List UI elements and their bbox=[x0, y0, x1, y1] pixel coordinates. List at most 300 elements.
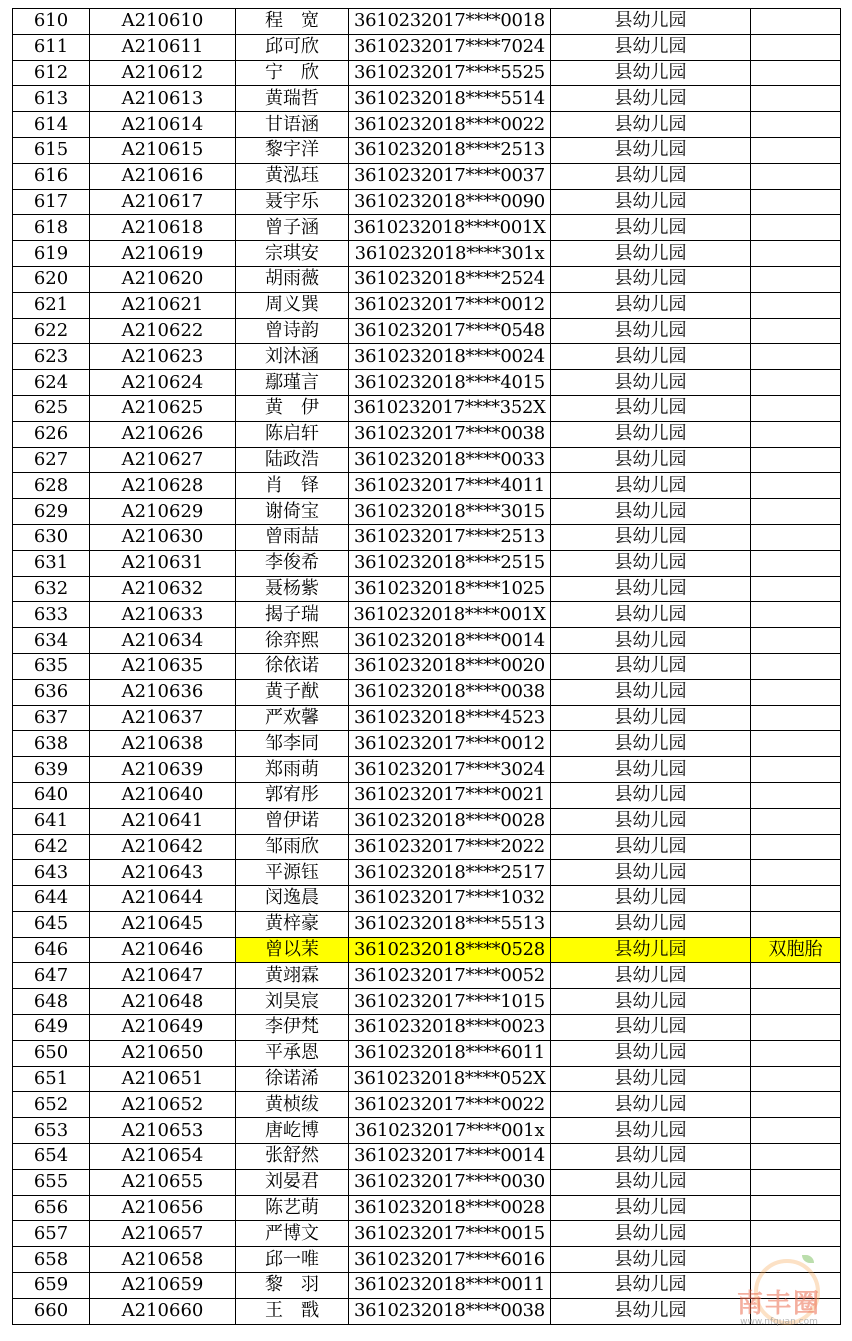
cell-number: 633 bbox=[13, 602, 90, 628]
cell-id-number: 3610232018****0011 bbox=[349, 1273, 551, 1299]
cell-number: 643 bbox=[13, 860, 90, 886]
cell-code: A210634 bbox=[90, 628, 236, 654]
cell-name: 郑雨萌 bbox=[236, 757, 349, 783]
table-row bbox=[13, 731, 841, 757]
cell-name: 黄泓珏 bbox=[236, 163, 349, 189]
table-row bbox=[13, 370, 841, 396]
cell-school: 县幼儿园 bbox=[551, 860, 751, 886]
cell-number: 614 bbox=[13, 112, 90, 138]
cell-school: 县幼儿园 bbox=[551, 163, 751, 189]
cell-number: 640 bbox=[13, 782, 90, 808]
cell-name: 王 戬 bbox=[236, 1298, 349, 1324]
cell-id-number: 3610232018****0033 bbox=[349, 447, 551, 473]
cell-id-number: 3610232017****0018 bbox=[349, 9, 551, 35]
cell-id-number: 3610232018****2524 bbox=[349, 266, 551, 292]
cell-code: A210648 bbox=[90, 989, 236, 1015]
cell-school: 县幼儿园 bbox=[551, 318, 751, 344]
cell-name: 黄 伊 bbox=[236, 395, 349, 421]
cell-code: A210650 bbox=[90, 1040, 236, 1066]
cell-code: A210612 bbox=[90, 60, 236, 86]
table-row bbox=[13, 318, 841, 344]
cell-school: 县幼儿园 bbox=[551, 808, 751, 834]
cell-name: 谢倚宝 bbox=[236, 499, 349, 525]
cell-note bbox=[751, 1040, 841, 1066]
cell-name: 曾诗韵 bbox=[236, 318, 349, 344]
table-row bbox=[13, 1092, 841, 1118]
cell-code: A210644 bbox=[90, 886, 236, 912]
table-row bbox=[13, 189, 841, 215]
cell-note bbox=[751, 731, 841, 757]
table-row bbox=[13, 989, 841, 1015]
cell-code: A210632 bbox=[90, 576, 236, 602]
cell-name: 曾子涵 bbox=[236, 215, 349, 241]
cell-note bbox=[751, 989, 841, 1015]
cell-id-number: 3610232017****2513 bbox=[349, 524, 551, 550]
cell-number: 615 bbox=[13, 137, 90, 163]
cell-code: A210628 bbox=[90, 473, 236, 499]
cell-number: 622 bbox=[13, 318, 90, 344]
cell-name: 刘沐涵 bbox=[236, 344, 349, 370]
cell-id-number: 3610232018****301x bbox=[349, 241, 551, 267]
cell-school: 县幼儿园 bbox=[551, 292, 751, 318]
table-row bbox=[13, 602, 841, 628]
cell-id-number: 3610232017****352X bbox=[349, 395, 551, 421]
table-row bbox=[13, 1221, 841, 1247]
cell-note bbox=[751, 137, 841, 163]
cell-school: 县幼儿园 bbox=[551, 137, 751, 163]
cell-note bbox=[751, 1221, 841, 1247]
cell-name: 徐依诺 bbox=[236, 653, 349, 679]
cell-code: A210642 bbox=[90, 834, 236, 860]
cell-id-number: 3610232018****2515 bbox=[349, 550, 551, 576]
cell-name: 唐屹博 bbox=[236, 1118, 349, 1144]
table-row bbox=[13, 757, 841, 783]
cell-code: A210631 bbox=[90, 550, 236, 576]
cell-id-number: 3610232017****0014 bbox=[349, 1144, 551, 1170]
cell-name: 徐弈熙 bbox=[236, 628, 349, 654]
cell-id-number: 3610232017****5525 bbox=[349, 60, 551, 86]
cell-code: A210619 bbox=[90, 241, 236, 267]
cell-code: A210622 bbox=[90, 318, 236, 344]
cell-code: A210658 bbox=[90, 1247, 236, 1273]
cell-school: 县幼儿园 bbox=[551, 60, 751, 86]
cell-school: 县幼儿园 bbox=[551, 937, 751, 963]
cell-code: A210625 bbox=[90, 395, 236, 421]
cell-id-number: 3610232018****5513 bbox=[349, 911, 551, 937]
cell-code: A210656 bbox=[90, 1195, 236, 1221]
cell-note bbox=[751, 60, 841, 86]
table-row bbox=[13, 395, 841, 421]
enrollment-table bbox=[12, 8, 841, 1325]
cell-name: 李伊梵 bbox=[236, 1015, 349, 1041]
cell-note bbox=[751, 1195, 841, 1221]
cell-number: 634 bbox=[13, 628, 90, 654]
table-row bbox=[13, 292, 841, 318]
cell-note bbox=[751, 292, 841, 318]
cell-school: 县幼儿园 bbox=[551, 9, 751, 35]
cell-code: A210645 bbox=[90, 911, 236, 937]
cell-note bbox=[751, 550, 841, 576]
cell-school: 县幼儿园 bbox=[551, 705, 751, 731]
cell-school: 县幼儿园 bbox=[551, 1066, 751, 1092]
cell-name: 聂宇乐 bbox=[236, 189, 349, 215]
cell-note bbox=[751, 576, 841, 602]
cell-code: A210655 bbox=[90, 1169, 236, 1195]
cell-school: 县幼儿园 bbox=[551, 499, 751, 525]
cell-note bbox=[751, 318, 841, 344]
cell-school: 县幼儿园 bbox=[551, 602, 751, 628]
cell-note bbox=[751, 653, 841, 679]
cell-note bbox=[751, 705, 841, 731]
cell-name: 黄子猷 bbox=[236, 679, 349, 705]
table-row bbox=[13, 86, 841, 112]
cell-id-number: 3610232017****0052 bbox=[349, 963, 551, 989]
cell-id-number: 3610232018****001X bbox=[349, 602, 551, 628]
cell-school: 县幼儿园 bbox=[551, 886, 751, 912]
cell-school: 县幼儿园 bbox=[551, 757, 751, 783]
cell-school: 县幼儿园 bbox=[551, 1092, 751, 1118]
cell-name: 陈启轩 bbox=[236, 421, 349, 447]
cell-name: 黎宇洋 bbox=[236, 137, 349, 163]
cell-name: 陈艺萌 bbox=[236, 1195, 349, 1221]
cell-code: A210643 bbox=[90, 860, 236, 886]
table-row bbox=[13, 447, 841, 473]
table-row bbox=[13, 628, 841, 654]
cell-school: 县幼儿园 bbox=[551, 215, 751, 241]
watermark-text: 南丰圈 bbox=[736, 1289, 821, 1319]
cell-code: A210636 bbox=[90, 679, 236, 705]
cell-number: 657 bbox=[13, 1221, 90, 1247]
cell-id-number: 3610232018****0024 bbox=[349, 344, 551, 370]
cell-id-number: 3610232017****0038 bbox=[349, 421, 551, 447]
cell-name: 刘晏君 bbox=[236, 1169, 349, 1195]
table-row bbox=[13, 679, 841, 705]
cell-school: 县幼儿园 bbox=[551, 86, 751, 112]
watermark-url: www.nfquan.com bbox=[740, 1317, 818, 1327]
cell-school: 县幼儿园 bbox=[551, 1144, 751, 1170]
cell-id-number: 3610232018****0038 bbox=[349, 679, 551, 705]
cell-school: 县幼儿园 bbox=[551, 524, 751, 550]
cell-number: 636 bbox=[13, 679, 90, 705]
cell-id-number: 3610232017****001x bbox=[349, 1118, 551, 1144]
cell-id-number: 3610232017****0022 bbox=[349, 1092, 551, 1118]
table-row bbox=[13, 9, 841, 35]
cell-name: 肖 铎 bbox=[236, 473, 349, 499]
cell-id-number: 3610232017****3024 bbox=[349, 757, 551, 783]
table-row bbox=[13, 499, 841, 525]
cell-school: 县幼儿园 bbox=[551, 1015, 751, 1041]
cell-number: 649 bbox=[13, 1015, 90, 1041]
cell-id-number: 3610232017****6016 bbox=[349, 1247, 551, 1273]
cell-code: A210621 bbox=[90, 292, 236, 318]
cell-note bbox=[751, 447, 841, 473]
cell-code: A210629 bbox=[90, 499, 236, 525]
cell-id-number: 3610232018****0028 bbox=[349, 1195, 551, 1221]
table-row bbox=[13, 1273, 841, 1299]
cell-note bbox=[751, 782, 841, 808]
cell-id-number: 3610232018****6011 bbox=[349, 1040, 551, 1066]
cell-code: A210633 bbox=[90, 602, 236, 628]
cell-id-number: 3610232017****4011 bbox=[349, 473, 551, 499]
cell-id-number: 3610232018****0528 bbox=[349, 937, 551, 963]
cell-code: A210659 bbox=[90, 1273, 236, 1299]
cell-school: 县幼儿园 bbox=[551, 1273, 751, 1299]
cell-code: A210627 bbox=[90, 447, 236, 473]
cell-code: A210660 bbox=[90, 1298, 236, 1324]
cell-code: A210637 bbox=[90, 705, 236, 731]
cell-id-number: 3610232018****0014 bbox=[349, 628, 551, 654]
cell-note bbox=[751, 628, 841, 654]
table-row bbox=[13, 860, 841, 886]
cell-code: A210640 bbox=[90, 782, 236, 808]
cell-name: 严博文 bbox=[236, 1221, 349, 1247]
table-row bbox=[13, 834, 841, 860]
cell-code: A210614 bbox=[90, 112, 236, 138]
cell-code: A210638 bbox=[90, 731, 236, 757]
table-row bbox=[13, 112, 841, 138]
cell-number: 652 bbox=[13, 1092, 90, 1118]
table-row bbox=[13, 911, 841, 937]
cell-number: 659 bbox=[13, 1273, 90, 1299]
cell-note bbox=[751, 112, 841, 138]
cell-school: 县幼儿园 bbox=[551, 189, 751, 215]
table-row bbox=[13, 705, 841, 731]
cell-name: 揭子瑞 bbox=[236, 602, 349, 628]
cell-code: A210630 bbox=[90, 524, 236, 550]
table-row bbox=[13, 344, 841, 370]
cell-name: 徐诺浠 bbox=[236, 1066, 349, 1092]
cell-name: 胡雨薇 bbox=[236, 266, 349, 292]
cell-note bbox=[751, 163, 841, 189]
cell-note bbox=[751, 524, 841, 550]
cell-name: 黄桢绂 bbox=[236, 1092, 349, 1118]
cell-number: 645 bbox=[13, 911, 90, 937]
cell-code: A210641 bbox=[90, 808, 236, 834]
cell-name: 甘语涵 bbox=[236, 112, 349, 138]
cell-note bbox=[751, 911, 841, 937]
cell-school: 县幼儿园 bbox=[551, 421, 751, 447]
cell-note bbox=[751, 963, 841, 989]
cell-code: A210647 bbox=[90, 963, 236, 989]
table-row bbox=[13, 163, 841, 189]
cell-code: A210620 bbox=[90, 266, 236, 292]
cell-id-number: 3610232017****1032 bbox=[349, 886, 551, 912]
table-row bbox=[13, 1066, 841, 1092]
cell-note bbox=[751, 9, 841, 35]
cell-number: 610 bbox=[13, 9, 90, 35]
table-row bbox=[13, 1195, 841, 1221]
cell-note bbox=[751, 34, 841, 60]
cell-note bbox=[751, 1015, 841, 1041]
cell-id-number: 3610232018****2517 bbox=[349, 860, 551, 886]
cell-number: 658 bbox=[13, 1247, 90, 1273]
cell-note bbox=[751, 1144, 841, 1170]
cell-number: 629 bbox=[13, 499, 90, 525]
cell-number: 617 bbox=[13, 189, 90, 215]
cell-note bbox=[751, 1092, 841, 1118]
watermark-logo bbox=[724, 1255, 834, 1335]
cell-note bbox=[751, 679, 841, 705]
cell-number: 646 bbox=[13, 937, 90, 963]
cell-number: 620 bbox=[13, 266, 90, 292]
cell-name: 黄瑞哲 bbox=[236, 86, 349, 112]
cell-name: 平源钰 bbox=[236, 860, 349, 886]
cell-code: A210613 bbox=[90, 86, 236, 112]
cell-name: 邹李同 bbox=[236, 731, 349, 757]
cell-name: 严欢馨 bbox=[236, 705, 349, 731]
cell-id-number: 3610232018****5514 bbox=[349, 86, 551, 112]
cell-number: 638 bbox=[13, 731, 90, 757]
cell-id-number: 3610232018****3015 bbox=[349, 499, 551, 525]
cell-number: 612 bbox=[13, 60, 90, 86]
cell-number: 613 bbox=[13, 86, 90, 112]
cell-number: 656 bbox=[13, 1195, 90, 1221]
cell-id-number: 3610232018****052X bbox=[349, 1066, 551, 1092]
cell-note bbox=[751, 1118, 841, 1144]
cell-code: A210626 bbox=[90, 421, 236, 447]
cell-school: 县幼儿园 bbox=[551, 112, 751, 138]
cell-number: 648 bbox=[13, 989, 90, 1015]
cell-code: A210654 bbox=[90, 1144, 236, 1170]
table-row bbox=[13, 576, 841, 602]
cell-note bbox=[751, 266, 841, 292]
cell-number: 628 bbox=[13, 473, 90, 499]
cell-note bbox=[751, 886, 841, 912]
cell-school: 县幼儿园 bbox=[551, 679, 751, 705]
table-row bbox=[13, 963, 841, 989]
cell-number: 641 bbox=[13, 808, 90, 834]
cell-school: 县幼儿园 bbox=[551, 395, 751, 421]
cell-name: 陆政浩 bbox=[236, 447, 349, 473]
cell-school: 县幼儿园 bbox=[551, 911, 751, 937]
table-row bbox=[13, 1118, 841, 1144]
cell-name: 张舒然 bbox=[236, 1144, 349, 1170]
table-row bbox=[13, 60, 841, 86]
cell-id-number: 3610232017****1015 bbox=[349, 989, 551, 1015]
table-body bbox=[13, 9, 841, 1325]
table-row bbox=[13, 241, 841, 267]
cell-name: 邹雨欣 bbox=[236, 834, 349, 860]
cell-number: 644 bbox=[13, 886, 90, 912]
cell-id-number: 3610232017****0012 bbox=[349, 292, 551, 318]
cell-school: 县幼儿园 bbox=[551, 550, 751, 576]
cell-school: 县幼儿园 bbox=[551, 1040, 751, 1066]
cell-school: 县幼儿园 bbox=[551, 473, 751, 499]
cell-note bbox=[751, 473, 841, 499]
cell-id-number: 3610232017****0037 bbox=[349, 163, 551, 189]
cell-school: 县幼儿园 bbox=[551, 266, 751, 292]
cell-school: 县幼儿园 bbox=[551, 344, 751, 370]
cell-code: A210616 bbox=[90, 163, 236, 189]
table-row bbox=[13, 937, 841, 963]
cell-note bbox=[751, 189, 841, 215]
cell-number: 655 bbox=[13, 1169, 90, 1195]
cell-note bbox=[751, 370, 841, 396]
cell-number: 653 bbox=[13, 1118, 90, 1144]
cell-code: A210611 bbox=[90, 34, 236, 60]
cell-code: A210657 bbox=[90, 1221, 236, 1247]
cell-note bbox=[751, 344, 841, 370]
cell-name: 邱一唯 bbox=[236, 1247, 349, 1273]
cell-school: 县幼儿园 bbox=[551, 1221, 751, 1247]
cell-note bbox=[751, 1066, 841, 1092]
cell-id-number: 3610232018****0023 bbox=[349, 1015, 551, 1041]
cell-id-number: 3610232018****1025 bbox=[349, 576, 551, 602]
cell-school: 县幼儿园 bbox=[551, 1195, 751, 1221]
cell-note bbox=[751, 499, 841, 525]
table-row bbox=[13, 808, 841, 834]
cell-number: 647 bbox=[13, 963, 90, 989]
table-row bbox=[13, 1247, 841, 1273]
cell-code: A210639 bbox=[90, 757, 236, 783]
cell-code: A210623 bbox=[90, 344, 236, 370]
cell-name: 程 宽 bbox=[236, 9, 349, 35]
cell-note bbox=[751, 421, 841, 447]
cell-id-number: 3610232017****0012 bbox=[349, 731, 551, 757]
cell-note bbox=[751, 241, 841, 267]
watermark-leaf-icon bbox=[802, 1255, 814, 1263]
table-row bbox=[13, 421, 841, 447]
cell-number: 619 bbox=[13, 241, 90, 267]
cell-school: 县幼儿园 bbox=[551, 782, 751, 808]
cell-school: 县幼儿园 bbox=[551, 989, 751, 1015]
cell-number: 651 bbox=[13, 1066, 90, 1092]
cell-code: A210624 bbox=[90, 370, 236, 396]
cell-code: A210646 bbox=[90, 937, 236, 963]
cell-number: 635 bbox=[13, 653, 90, 679]
table-row bbox=[13, 215, 841, 241]
cell-number: 650 bbox=[13, 1040, 90, 1066]
cell-code: A210618 bbox=[90, 215, 236, 241]
cell-number: 618 bbox=[13, 215, 90, 241]
cell-id-number: 3610232018****0028 bbox=[349, 808, 551, 834]
table-row bbox=[13, 1040, 841, 1066]
cell-note bbox=[751, 86, 841, 112]
cell-note: 双胞胎 bbox=[751, 937, 841, 963]
cell-school: 县幼儿园 bbox=[551, 34, 751, 60]
cell-number: 642 bbox=[13, 834, 90, 860]
cell-number: 616 bbox=[13, 163, 90, 189]
table-row bbox=[13, 137, 841, 163]
cell-name: 鄢瑾言 bbox=[236, 370, 349, 396]
cell-school: 县幼儿园 bbox=[551, 731, 751, 757]
cell-name: 黄梓豪 bbox=[236, 911, 349, 937]
cell-id-number: 3610232018****0038 bbox=[349, 1298, 551, 1324]
cell-id-number: 3610232017****0030 bbox=[349, 1169, 551, 1195]
cell-name: 曾以茉 bbox=[236, 937, 349, 963]
cell-number: 631 bbox=[13, 550, 90, 576]
cell-id-number: 3610232018****2513 bbox=[349, 137, 551, 163]
cell-name: 平承恩 bbox=[236, 1040, 349, 1066]
table-row bbox=[13, 1015, 841, 1041]
cell-note bbox=[751, 757, 841, 783]
cell-note bbox=[751, 834, 841, 860]
cell-school: 县幼儿园 bbox=[551, 576, 751, 602]
cell-name: 李俊希 bbox=[236, 550, 349, 576]
cell-school: 县幼儿园 bbox=[551, 1298, 751, 1324]
cell-id-number: 3610232018****4523 bbox=[349, 705, 551, 731]
table-row bbox=[13, 782, 841, 808]
cell-number: 625 bbox=[13, 395, 90, 421]
cell-school: 县幼儿园 bbox=[551, 1247, 751, 1273]
cell-number: 627 bbox=[13, 447, 90, 473]
cell-number: 623 bbox=[13, 344, 90, 370]
cell-name: 郭宥彤 bbox=[236, 782, 349, 808]
table-row bbox=[13, 473, 841, 499]
cell-school: 县幼儿园 bbox=[551, 653, 751, 679]
cell-school: 县幼儿园 bbox=[551, 1118, 751, 1144]
cell-school: 县幼儿园 bbox=[551, 963, 751, 989]
